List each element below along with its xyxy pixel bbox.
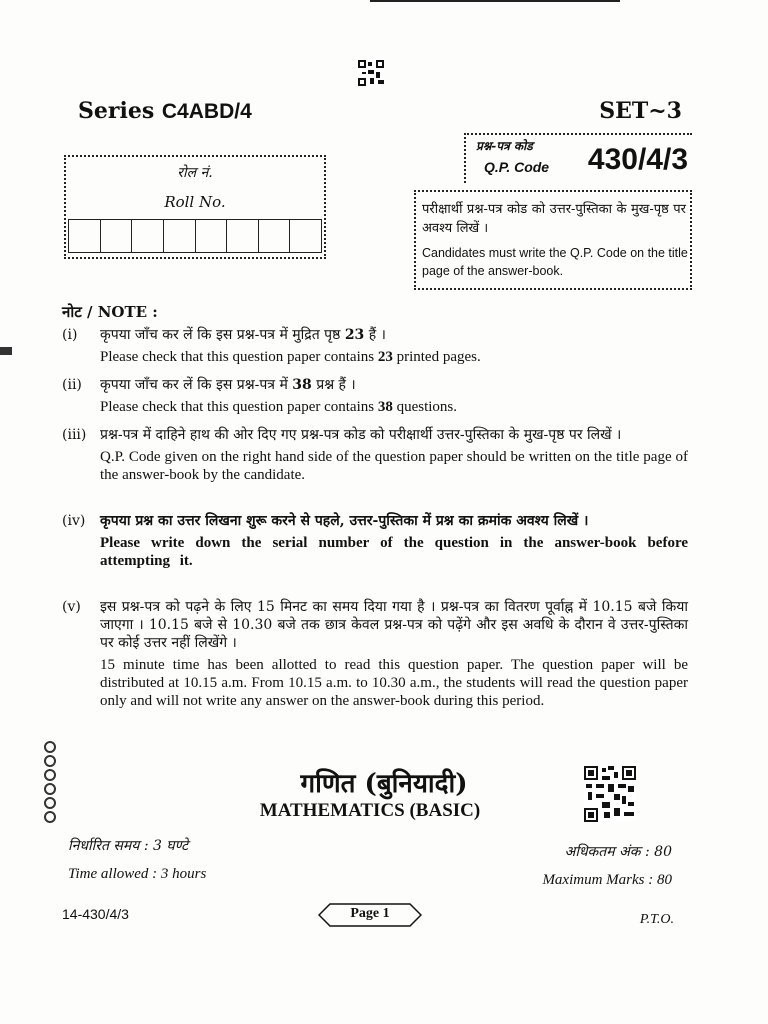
roll-cell[interactable] xyxy=(101,220,133,252)
roll-cell[interactable] xyxy=(132,220,164,252)
series-code: C4ABD/4 xyxy=(161,100,252,123)
note-item-english: Please write down the serial number of the question in the answer-book before attempting it. xyxy=(100,535,688,569)
series-label xyxy=(78,98,252,124)
top-edge-line xyxy=(370,0,620,2)
time-allowed-hindi: निर्धारित समय : 3 घण्टे xyxy=(68,838,189,854)
note-item-4 xyxy=(62,512,688,570)
roll-cell[interactable] xyxy=(290,220,321,252)
pto-label: P.T.O. xyxy=(639,912,674,927)
page-number-text: Page 1 xyxy=(350,906,390,921)
note-item-english: 15 minute time has been allotted to read this question paper. The question paper will be distributed at 10.15 a.m. From 10.15 a.m. to 10.30 a.m., the students will read the question paper only and will not write any answer on the answer-book during this period. xyxy=(100,657,688,709)
footer-paper-code: 14-430/4/3 xyxy=(62,906,129,922)
candidate-instruction-hindi: परीक्षार्थी प्रश्न-पत्र कोड को उत्तर-पुस्तिका के मुख-पृष्ठ पर अवश्य लिखें । xyxy=(422,202,686,236)
note-item-number: (i) xyxy=(62,327,78,343)
note-item-hindi: कृपया प्रश्न का उत्तर लिखना शुरू करने से पहले, उत्तर-पुस्तिका में प्रश्न का क्रमांक अवश्य लिखें । xyxy=(100,513,589,529)
note-item-2 xyxy=(62,376,688,416)
note-item-hindi: प्रश्न-पत्र में दाहिने हाथ की ओर दिए गए प्रश्न-पत्र कोड को परीक्षार्थी उत्तर-पुस्तिका के मुख-पृष्ठ पर लिखें । xyxy=(100,427,622,443)
note-item-number: (v) xyxy=(62,599,81,615)
small-qr-code-icon xyxy=(358,60,384,86)
series-text: Series xyxy=(78,98,155,124)
max-marks-english: Maximum Marks : 80 xyxy=(542,872,672,888)
subject-title-hindi: गणित (बुनियादी) xyxy=(300,769,468,799)
roll-number-cells[interactable] xyxy=(68,219,322,253)
note-item-english: Please check that this question paper contains 38 questions. xyxy=(100,399,458,415)
qp-code-label-english: Q.P. Code xyxy=(484,159,550,175)
roll-cell[interactable] xyxy=(196,220,228,252)
note-item-english: Q.P. Code given on the right hand side of the question paper should be written on the title page of the answer-book by the candidate. xyxy=(100,449,688,483)
page-number-badge xyxy=(318,903,422,927)
qp-code-label-hindi: प्रश्न-पत्र कोड xyxy=(476,139,533,153)
note-item-3 xyxy=(62,426,688,484)
note-item-5 xyxy=(62,598,688,710)
note-item-number: (ii) xyxy=(62,377,82,393)
note-item-hindi: इस प्रश्न-पत्र को पढ़ने के लिए 15 मिनट का समय दिया गया है । प्रश्न-पत्र का वितरण पूर्वाह्न में 10.15 बजे किया जाएगा । 10.15 बजे से 10.30 बजे तक छात्र केवल प्रश्न-पत्र को पढ़ेंगे और इस अवधि के दौरान वे उत्तर-पुस्तिका पर कोई उत्तर नहीं लिखेंगे । xyxy=(100,599,688,651)
note-item-hindi: कृपया जाँच कर लें कि इस प्रश्न-पत्र में मुद्रित पृष्ठ 23 हैं । xyxy=(100,327,386,343)
note-item-hindi: कृपया जाँच कर लें कि इस प्रश्न-पत्र में 38 प्रश्न हैं । xyxy=(100,377,356,393)
candidate-instruction-english: Candidates must write the Q.P. Code on the title page of the answer-book. xyxy=(422,246,688,278)
qr-code-icon xyxy=(584,766,636,822)
time-allowed-english: Time allowed : 3 hours xyxy=(68,866,207,882)
note-heading: नोट / NOTE : xyxy=(62,303,158,321)
roll-label-hindi: रोल नं. xyxy=(177,165,213,181)
roll-label-english: Roll No. xyxy=(164,193,226,211)
candidate-instruction-box xyxy=(414,190,692,290)
note-item-number: (iv) xyxy=(62,513,86,529)
note-item-number: (iii) xyxy=(62,427,87,443)
roll-cell[interactable] xyxy=(259,220,291,252)
roll-number-box xyxy=(64,155,326,259)
set-label: SET~3 xyxy=(599,98,682,124)
roll-cell[interactable] xyxy=(69,220,101,252)
qp-code-value: 430/4/3 xyxy=(587,143,688,176)
subject-title-english: MATHEMATICS (BASIC) xyxy=(259,800,481,821)
margin-mark xyxy=(0,347,12,355)
max-marks-hindi: अधिकतम अंक : 80 xyxy=(564,844,672,860)
note-item-1 xyxy=(62,326,688,366)
roll-cell[interactable] xyxy=(164,220,196,252)
roll-cell[interactable] xyxy=(227,220,259,252)
qp-code-box xyxy=(464,133,692,183)
note-item-english: Please check that this question paper contains 23 printed pages. xyxy=(100,349,481,365)
